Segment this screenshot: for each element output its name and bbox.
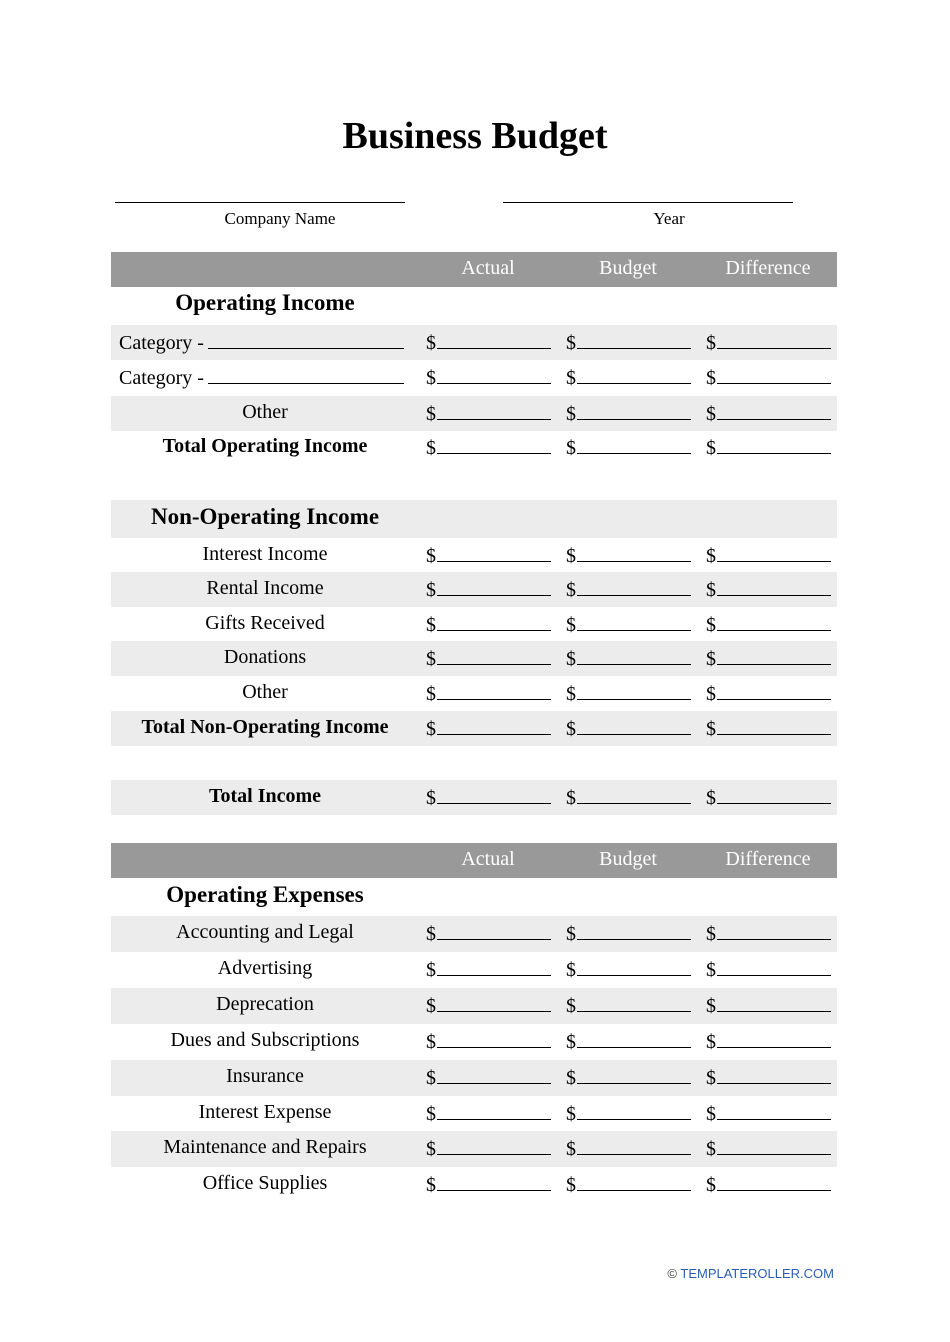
amount-blank[interactable] <box>577 957 691 976</box>
amount-blank[interactable] <box>717 612 831 631</box>
row-label <box>111 543 419 566</box>
amount-blank[interactable] <box>577 716 691 735</box>
table-row <box>111 607 837 642</box>
amount-blank[interactable] <box>717 681 831 700</box>
section-title: Operating Income <box>175 290 355 315</box>
amount-field-actual[interactable] <box>426 681 551 706</box>
amount-field-difference[interactable] <box>706 716 831 741</box>
amount-field-difference[interactable] <box>706 401 831 426</box>
amount-field-actual[interactable] <box>426 1136 551 1161</box>
amount-field-budget[interactable] <box>566 1172 691 1197</box>
section-title: Non-Operating Income <box>150 504 380 529</box>
currency-symbol: $ <box>566 332 576 354</box>
section-title: Operating Expenses <box>166 882 364 907</box>
amount-blank[interactable] <box>437 993 551 1012</box>
section-title-row <box>111 500 837 538</box>
row-label <box>111 1065 419 1088</box>
table-row <box>111 641 837 676</box>
row-label <box>111 785 419 808</box>
amount-blank[interactable] <box>577 785 691 804</box>
row-label-text: Interest Expense <box>198 1101 332 1123</box>
row-label-text: Category - <box>119 367 204 389</box>
table-row <box>111 1096 837 1132</box>
currency-symbol: $ <box>566 1067 576 1089</box>
amount-field-actual[interactable] <box>426 435 551 460</box>
currency-symbol: $ <box>566 787 576 809</box>
currency-symbol: $ <box>706 332 716 354</box>
amount-blank[interactable] <box>717 957 831 976</box>
row-label-text: Total Non-Operating Income <box>141 716 389 738</box>
currency-symbol: $ <box>566 648 576 670</box>
row-label-text: Other <box>242 681 288 703</box>
row-label-text: Donations <box>223 646 307 668</box>
currency-symbol: $ <box>706 959 716 981</box>
amount-blank[interactable] <box>577 401 691 420</box>
page-title: Business Budget <box>342 115 608 157</box>
table-row <box>111 952 837 988</box>
amount-field-actual[interactable] <box>426 957 551 982</box>
currency-symbol: $ <box>706 923 716 945</box>
amount-field-actual[interactable] <box>426 543 551 568</box>
row-label-text: Category - <box>119 332 204 354</box>
amount-field-budget[interactable] <box>566 785 691 810</box>
amount-field-budget[interactable] <box>566 1136 691 1161</box>
amount-blank[interactable] <box>437 716 551 735</box>
column-header-actual: Actual <box>461 257 515 279</box>
amount-blank[interactable] <box>577 577 691 596</box>
year-label: Year <box>653 209 685 228</box>
year-line[interactable] <box>503 202 793 203</box>
row-label <box>119 330 419 355</box>
currency-symbol: $ <box>566 718 576 740</box>
currency-symbol: $ <box>566 683 576 705</box>
amount-blank[interactable] <box>437 577 551 596</box>
amount-field-budget[interactable] <box>566 401 691 426</box>
amount-blank[interactable] <box>577 1065 691 1084</box>
category-name-blank[interactable] <box>208 365 404 384</box>
amount-blank[interactable] <box>577 330 691 349</box>
amount-blank[interactable] <box>437 1065 551 1084</box>
amount-blank[interactable] <box>717 1136 831 1155</box>
amount-field-budget[interactable] <box>566 681 691 706</box>
amount-field-budget[interactable] <box>566 1029 691 1054</box>
amount-field-actual[interactable] <box>426 716 551 741</box>
amount-blank[interactable] <box>717 435 831 454</box>
column-header-budget: Budget <box>599 848 657 870</box>
amount-field-actual[interactable] <box>426 1101 551 1126</box>
row-label <box>111 993 419 1016</box>
currency-symbol: $ <box>426 579 436 601</box>
table-row <box>111 360 837 395</box>
amount-blank[interactable] <box>717 785 831 804</box>
column-header-row <box>111 843 837 878</box>
row-label-text: Total Operating Income <box>162 435 368 457</box>
currency-symbol: $ <box>706 403 716 425</box>
amount-blank[interactable] <box>717 1172 831 1191</box>
row-label-text: Total Income <box>208 785 322 807</box>
currency-symbol: $ <box>706 718 716 740</box>
row-label <box>111 1029 419 1052</box>
currency-symbol: $ <box>566 367 576 389</box>
amount-blank[interactable] <box>437 1101 551 1120</box>
column-header-actual: Actual <box>461 848 515 870</box>
row-label-text: Insurance <box>226 1065 304 1087</box>
currency-symbol: $ <box>706 1103 716 1125</box>
amount-field-difference[interactable] <box>706 330 831 355</box>
currency-symbol: $ <box>566 437 576 459</box>
amount-blank[interactable] <box>437 1172 551 1191</box>
amount-blank[interactable] <box>437 365 551 384</box>
currency-symbol: $ <box>566 579 576 601</box>
currency-symbol: $ <box>566 1031 576 1053</box>
row-label <box>111 957 419 980</box>
currency-symbol: $ <box>566 614 576 636</box>
row-label-text: Dues and Subscriptions <box>170 1029 360 1051</box>
row-label-text: Maintenance and Repairs <box>163 1136 367 1158</box>
table-row <box>111 430 837 465</box>
amount-blank[interactable] <box>437 681 551 700</box>
amount-blank[interactable] <box>577 646 691 665</box>
currency-symbol: $ <box>706 437 716 459</box>
row-label <box>111 646 419 669</box>
currency-symbol: $ <box>426 1067 436 1089</box>
amount-field-budget[interactable] <box>566 646 691 671</box>
currency-symbol: $ <box>566 1174 576 1196</box>
amount-blank[interactable] <box>717 330 831 349</box>
section-title-row <box>111 286 837 324</box>
amount-blank[interactable] <box>437 957 551 976</box>
amount-blank[interactable] <box>577 681 691 700</box>
currency-symbol: $ <box>706 614 716 636</box>
currency-symbol: $ <box>426 1031 436 1053</box>
amount-blank[interactable] <box>577 435 691 454</box>
amount-blank[interactable] <box>437 1029 551 1048</box>
amount-blank[interactable] <box>437 612 551 631</box>
currency-symbol: $ <box>706 995 716 1017</box>
amount-blank[interactable] <box>717 716 831 735</box>
currency-symbol: $ <box>426 1103 436 1125</box>
table-row <box>111 1024 837 1060</box>
amount-blank[interactable] <box>717 1029 831 1048</box>
currency-symbol: $ <box>426 437 436 459</box>
table-row <box>111 572 837 607</box>
amount-blank[interactable] <box>717 1101 831 1120</box>
table-row <box>111 711 837 746</box>
currency-symbol: $ <box>426 332 436 354</box>
amount-blank[interactable] <box>577 1172 691 1191</box>
amount-blank[interactable] <box>577 993 691 1012</box>
amount-field-budget[interactable] <box>566 612 691 637</box>
currency-symbol: $ <box>706 683 716 705</box>
amount-field-difference[interactable] <box>706 993 831 1018</box>
amount-field-difference[interactable] <box>706 957 831 982</box>
row-label <box>111 1101 419 1124</box>
amount-field-difference[interactable] <box>706 612 831 637</box>
copyright-symbol: © <box>667 1266 677 1281</box>
table-row <box>111 538 837 573</box>
amount-field-budget[interactable] <box>566 957 691 982</box>
row-label <box>111 716 419 739</box>
currency-symbol: $ <box>706 787 716 809</box>
table-row <box>111 1167 837 1203</box>
currency-symbol: $ <box>426 1174 436 1196</box>
currency-symbol: $ <box>706 1138 716 1160</box>
currency-symbol: $ <box>426 403 436 425</box>
amount-blank[interactable] <box>717 646 831 665</box>
amount-field-budget[interactable] <box>566 921 691 946</box>
row-label-text: Accounting and Legal <box>176 921 354 943</box>
amount-field-difference[interactable] <box>706 577 831 602</box>
row-label <box>111 401 419 424</box>
amount-blank[interactable] <box>717 1065 831 1084</box>
currency-symbol: $ <box>706 1067 716 1089</box>
row-label <box>111 921 419 944</box>
currency-symbol: $ <box>566 995 576 1017</box>
amount-field-difference[interactable] <box>706 1101 831 1126</box>
column-header-budget: Budget <box>599 257 657 279</box>
table-row <box>111 325 837 360</box>
amount-field-difference[interactable] <box>706 1029 831 1054</box>
amount-field-actual[interactable] <box>426 401 551 426</box>
amount-field-difference[interactable] <box>706 1065 831 1090</box>
amount-field-difference[interactable] <box>706 646 831 671</box>
table-row <box>111 780 837 815</box>
amount-blank[interactable] <box>717 993 831 1012</box>
currency-symbol: $ <box>426 995 436 1017</box>
row-label <box>111 612 419 635</box>
amount-field-budget[interactable] <box>566 993 691 1018</box>
currency-symbol: $ <box>426 367 436 389</box>
table-row <box>111 396 837 431</box>
currency-symbol: $ <box>426 648 436 670</box>
amount-field-budget[interactable] <box>566 577 691 602</box>
amount-blank[interactable] <box>437 543 551 562</box>
amount-field-budget[interactable] <box>566 1065 691 1090</box>
currency-symbol: $ <box>566 403 576 425</box>
company-name-line[interactable] <box>115 202 405 203</box>
currency-symbol: $ <box>706 1174 716 1196</box>
amount-field-budget[interactable] <box>566 543 691 568</box>
amount-field-budget[interactable] <box>566 716 691 741</box>
column-header-difference: Difference <box>725 848 811 870</box>
amount-blank[interactable] <box>437 646 551 665</box>
amount-blank[interactable] <box>577 543 691 562</box>
row-label-text: Other <box>242 401 288 423</box>
currency-symbol: $ <box>426 787 436 809</box>
amount-blank[interactable] <box>577 1136 691 1155</box>
table-row <box>111 1131 837 1167</box>
amount-blank[interactable] <box>717 401 831 420</box>
amount-field-actual[interactable] <box>426 1029 551 1054</box>
row-label-text: Rental Income <box>206 577 324 599</box>
amount-field-actual[interactable] <box>426 330 551 355</box>
amount-blank[interactable] <box>577 1029 691 1048</box>
category-name-blank[interactable] <box>208 330 404 349</box>
section-title-row <box>111 878 837 916</box>
table-row <box>111 988 837 1024</box>
amount-field-budget[interactable] <box>566 330 691 355</box>
currency-symbol: $ <box>566 1138 576 1160</box>
amount-blank[interactable] <box>577 1101 691 1120</box>
amount-field-difference[interactable] <box>706 365 831 390</box>
row-label <box>119 365 419 390</box>
currency-symbol: $ <box>426 718 436 740</box>
amount-field-difference[interactable] <box>706 435 831 460</box>
table-row <box>111 1060 837 1096</box>
amount-blank[interactable] <box>717 577 831 596</box>
amount-field-difference[interactable] <box>706 543 831 568</box>
amount-field-actual[interactable] <box>426 1172 551 1197</box>
row-label <box>111 1172 419 1195</box>
amount-blank[interactable] <box>717 921 831 940</box>
currency-symbol: $ <box>566 923 576 945</box>
currency-symbol: $ <box>706 1031 716 1053</box>
amount-field-actual[interactable] <box>426 646 551 671</box>
amount-field-difference[interactable] <box>706 681 831 706</box>
currency-symbol: $ <box>426 614 436 636</box>
amount-field-budget[interactable] <box>566 435 691 460</box>
table-row <box>111 676 837 711</box>
amount-blank[interactable] <box>437 921 551 940</box>
amount-blank[interactable] <box>577 921 691 940</box>
amount-field-actual[interactable] <box>426 993 551 1018</box>
amount-field-budget[interactable] <box>566 365 691 390</box>
currency-symbol: $ <box>566 545 576 567</box>
amount-field-actual[interactable] <box>426 921 551 946</box>
table-row <box>111 916 837 952</box>
row-label-text: Office Supplies <box>202 1172 328 1194</box>
amount-field-difference[interactable] <box>706 1172 831 1197</box>
currency-symbol: $ <box>426 923 436 945</box>
amount-blank[interactable] <box>437 435 551 454</box>
amount-field-actual[interactable] <box>426 577 551 602</box>
row-label <box>111 1136 419 1159</box>
amount-blank[interactable] <box>717 543 831 562</box>
amount-field-budget[interactable] <box>566 1101 691 1126</box>
currency-symbol: $ <box>706 648 716 670</box>
row-label <box>111 435 419 458</box>
amount-blank[interactable] <box>717 365 831 384</box>
currency-symbol: $ <box>706 579 716 601</box>
currency-symbol: $ <box>426 545 436 567</box>
row-label-text: Advertising <box>217 957 313 979</box>
currency-symbol: $ <box>566 959 576 981</box>
column-header-difference: Difference <box>725 257 811 279</box>
amount-blank[interactable] <box>437 330 551 349</box>
amount-field-actual[interactable] <box>426 612 551 637</box>
row-label-text: Gifts Received <box>205 612 325 634</box>
footer-site-link[interactable]: TEMPLATEROLLER.COM <box>680 1266 834 1281</box>
row-label <box>111 681 419 704</box>
footer <box>667 1266 834 1281</box>
currency-symbol: $ <box>426 683 436 705</box>
row-label-text: Deprecation <box>216 993 314 1015</box>
amount-field-difference[interactable] <box>706 1136 831 1161</box>
row-label-text: Interest Income <box>202 543 328 565</box>
currency-symbol: $ <box>706 367 716 389</box>
amount-blank[interactable] <box>437 401 551 420</box>
amount-field-difference[interactable] <box>706 921 831 946</box>
amount-blank[interactable] <box>577 612 691 631</box>
currency-symbol: $ <box>706 545 716 567</box>
amount-blank[interactable] <box>577 365 691 384</box>
amount-field-difference[interactable] <box>706 785 831 810</box>
amount-field-actual[interactable] <box>426 785 551 810</box>
amount-field-actual[interactable] <box>426 1065 551 1090</box>
amount-field-actual[interactable] <box>426 365 551 390</box>
amount-blank[interactable] <box>437 785 551 804</box>
currency-symbol: $ <box>426 1138 436 1160</box>
column-header-row <box>111 252 837 287</box>
row-label <box>111 577 419 600</box>
currency-symbol: $ <box>566 1103 576 1125</box>
currency-symbol: $ <box>426 959 436 981</box>
amount-blank[interactable] <box>437 1136 551 1155</box>
company-name-label: Company Name <box>224 209 336 228</box>
